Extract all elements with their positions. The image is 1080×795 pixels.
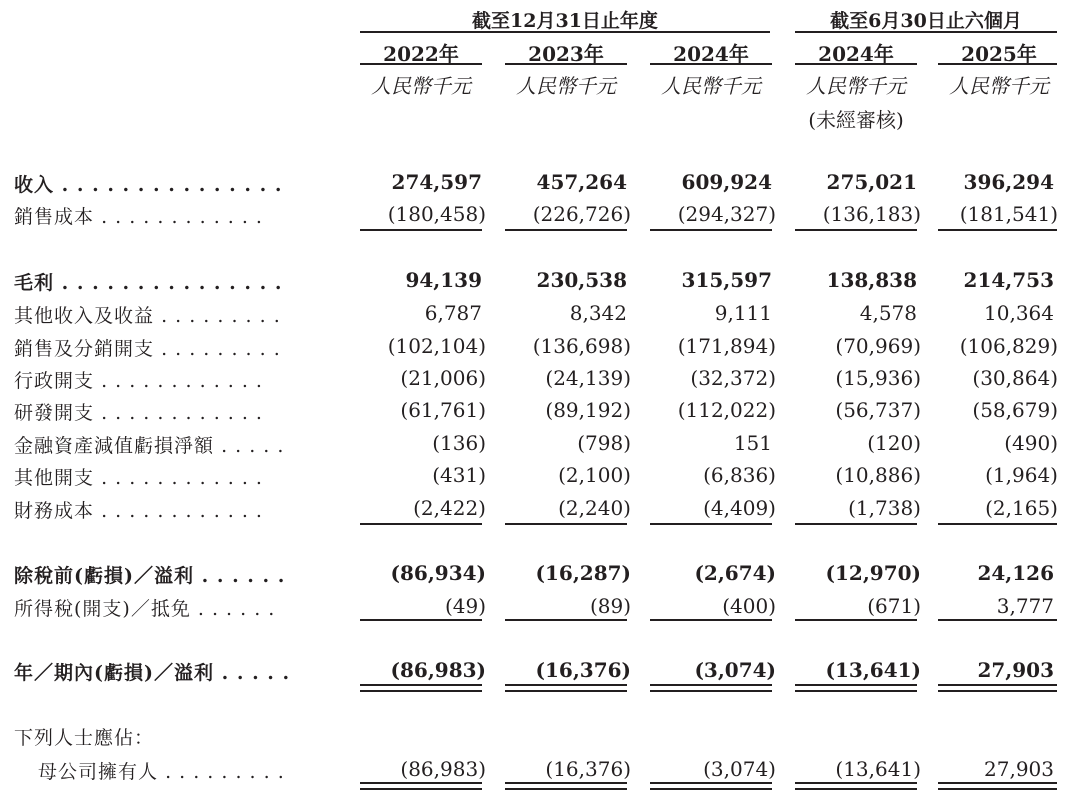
annual-heading-rule [360,31,770,33]
cell-selling-2023: (136,698) [532,334,631,358]
unit-header: 人民幣千元 [949,74,1049,98]
cell-selling-2022: (102,104) [387,334,486,358]
cell-gross-profit-2024-h1: 138,838 [826,268,917,292]
cell-cost-of-sales-2023: (226,726) [532,202,631,226]
total-double-rule [795,782,917,790]
total-double-rule [938,782,1057,790]
unaudited-note: (未經審核) [808,108,904,132]
cell-income-tax-2024-h1: (671) [867,594,921,618]
cell-finance-costs-2022: (2,422) [413,496,486,520]
cell-profit-2022: (86,983) [390,658,486,682]
row-label-revenue: 收入 . . . . . . . . . . . . . . . [14,174,283,196]
total-double-rule [795,684,917,692]
total-double-rule [360,684,482,692]
cell-pbt-2022: (86,934) [390,561,486,585]
cell-admin-2024-h1: (15,936) [835,366,921,390]
subtotal-rule [795,619,917,621]
cell-other-income-2022: 6,787 [424,301,482,325]
cell-finance-costs-2024-h1: (1,738) [848,496,921,520]
subtotal-rule [505,229,627,231]
total-double-rule [505,782,627,790]
cell-gross-profit-2023: 230,538 [536,268,627,292]
cell-other-expenses-2025-h1: (1,964) [985,463,1058,487]
cell-finance-costs-2023: (2,240) [558,496,631,520]
row-label-profit-before-tax: 除稅前(虧損)／溢利 . . . . . . [14,565,286,587]
cell-admin-2022: (21,006) [400,366,486,390]
row-label-impairment: 金融資產減值虧損淨額 . . . . . [14,435,285,457]
cell-rd-2022: (61,761) [400,398,486,422]
cell-profit-2024-h1: (13,641) [825,658,921,682]
subtotal-rule [360,619,482,621]
cell-cost-of-sales-2025-h1: (181,541) [959,202,1058,226]
row-label-owners-of-parent: 母公司擁有人 . . . . . . . . . [38,761,285,783]
cell-pbt-2024-h1: (12,970) [825,561,921,585]
cell-selling-2024: (171,894) [677,334,776,358]
unit-header: 人民幣千元 [371,74,471,98]
cell-rd-2024: (112,022) [677,398,776,422]
cell-selling-2024-h1: (70,969) [835,334,921,358]
cell-gross-profit-2022: 94,139 [405,268,482,292]
cell-income-tax-2025-h1: 3,777 [996,594,1054,618]
cell-other-income-2024-h1: 4,578 [859,301,917,325]
cell-rd-2025-h1: (58,679) [972,398,1058,422]
row-label-profit-for-period: 年／期內(虧損)／溢利 . . . . . [14,662,291,684]
subtotal-rule [795,523,917,525]
row-label-cost-of-sales: 銷售成本 . . . . . . . . . . . . [14,206,263,228]
cell-other-expenses-2023: (2,100) [558,463,631,487]
subtotal-rule [360,523,482,525]
row-label-gross-profit: 毛利 . . . . . . . . . . . . . . . [14,272,283,294]
cell-admin-2024: (32,372) [690,366,776,390]
unit-header: 人民幣千元 [516,74,616,98]
cell-owners-2024-h1: (13,641) [835,757,921,781]
cell-impairment-2024-h1: (120) [867,431,921,455]
cell-other-income-2025-h1: 10,364 [984,301,1054,325]
cell-rd-2024-h1: (56,737) [835,398,921,422]
cell-cost-of-sales-2024-h1: (136,183) [822,202,921,226]
cell-profit-2023: (16,376) [535,658,631,682]
year-rule [938,63,1057,65]
cell-admin-2023: (24,139) [545,366,631,390]
row-label-other-expenses: 其他開支 . . . . . . . . . . . . [14,467,263,489]
cell-impairment-2023: (798) [577,431,631,455]
cell-cost-of-sales-2024: (294,327) [677,202,776,226]
interim-period-heading: 截至6月30日止六個月 [830,10,1022,32]
subtotal-rule [938,523,1057,525]
subtotal-rule [938,619,1057,621]
cell-gross-profit-2025-h1: 214,753 [963,268,1054,292]
row-label-other-income: 其他收入及收益 . . . . . . . . . [14,305,281,327]
year-rule [505,63,627,65]
total-double-rule [360,782,482,790]
annual-period-heading: 截至12月31日止年度 [472,10,658,32]
total-double-rule [650,684,772,692]
cell-admin-2025-h1: (30,864) [972,366,1058,390]
year-header-2024-interim: 2024年 [818,42,894,66]
cell-cost-of-sales-2022: (180,458) [387,202,486,226]
cell-owners-2024: (3,074) [703,757,776,781]
subtotal-rule [795,229,917,231]
cell-impairment-2022: (136) [432,431,486,455]
cell-pbt-2023: (16,287) [535,561,631,585]
year-header-2024: 2024年 [673,42,749,66]
cell-other-expenses-2024-h1: (10,886) [835,463,921,487]
cell-selling-2025-h1: (106,829) [959,334,1058,358]
row-label-rd-expenses: 研發開支 . . . . . . . . . . . . [14,402,263,424]
cell-revenue-2023: 457,264 [536,170,627,194]
year-header-2023: 2023年 [528,42,604,66]
cell-other-expenses-2022: (431) [432,463,486,487]
interim-heading-rule [795,31,1057,33]
cell-revenue-2022: 274,597 [391,170,482,194]
cell-revenue-2025-h1: 396,294 [963,170,1054,194]
total-double-rule [650,782,772,790]
subtotal-rule [505,619,627,621]
row-label-finance-costs: 財務成本 . . . . . . . . . . . . [14,500,263,522]
cell-impairment-2025-h1: (490) [1004,431,1058,455]
subtotal-rule [938,229,1057,231]
cell-other-income-2023: 8,342 [569,301,627,325]
subtotal-rule [360,229,482,231]
cell-pbt-2025-h1: 24,126 [977,561,1054,585]
subtotal-rule [505,523,627,525]
cell-owners-2022: (86,983) [400,757,486,781]
cell-finance-costs-2024: (4,409) [703,496,776,520]
cell-pbt-2024: (2,674) [694,561,776,585]
total-double-rule [505,684,627,692]
cell-income-tax-2024: (400) [722,594,776,618]
cell-profit-2024: (3,074) [694,658,776,682]
cell-owners-2025-h1: 27,903 [984,757,1054,781]
cell-profit-2025-h1: 27,903 [977,658,1054,682]
year-rule [360,63,482,65]
row-label-admin-expenses: 行政開支 . . . . . . . . . . . . [14,370,263,392]
cell-impairment-2024: 151 [733,431,772,455]
cell-income-tax-2023: (89) [589,594,631,618]
cell-finance-costs-2025-h1: (2,165) [985,496,1058,520]
cell-other-income-2024: 9,111 [714,301,772,325]
cell-revenue-2024-h1: 275,021 [826,170,917,194]
year-header-2025-interim: 2025年 [961,42,1037,66]
cell-income-tax-2022: (49) [444,594,486,618]
total-double-rule [938,684,1057,692]
unit-header: 人民幣千元 [661,74,761,98]
year-rule [795,63,917,65]
cell-other-expenses-2024: (6,836) [703,463,776,487]
subtotal-rule [650,619,772,621]
row-label-selling-expenses: 銷售及分銷開支 . . . . . . . . . [14,338,281,360]
cell-rd-2023: (89,192) [545,398,631,422]
year-rule [650,63,772,65]
cell-revenue-2024: 609,924 [681,170,772,194]
cell-gross-profit-2024: 315,597 [681,268,772,292]
row-label-attributable-to: 下列人士應佔： [14,727,155,749]
subtotal-rule [650,229,772,231]
cell-owners-2023: (16,376) [545,757,631,781]
subtotal-rule [650,523,772,525]
unit-header: 人民幣千元 [806,74,906,98]
row-label-income-tax: 所得稅(開支)／抵免 . . . . . . [14,598,276,620]
year-header-2022: 2022年 [383,42,459,66]
